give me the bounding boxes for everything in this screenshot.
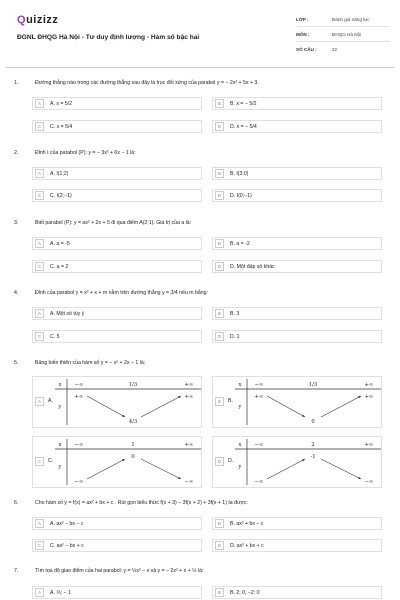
option-c-variation-table[interactable] bbox=[32, 436, 202, 488]
row-label-x: x bbox=[238, 382, 242, 388]
option-letter-box: D bbox=[215, 191, 224, 200]
question-text-line bbox=[14, 290, 208, 296]
option-text: B. ax² + bx − c bbox=[230, 520, 264, 527]
question-text-line bbox=[14, 220, 191, 226]
option-label: C. bbox=[48, 458, 54, 464]
option-text: D. I(0;−1) bbox=[230, 192, 252, 199]
x-value-label: +∞ bbox=[364, 382, 374, 388]
option-letter-box: D bbox=[215, 122, 224, 131]
option-letter-box: C bbox=[35, 541, 44, 550]
x-value-label: −∞ bbox=[74, 382, 84, 388]
meta-key: SỐ CÂU : bbox=[296, 47, 317, 52]
x-value-label: 1 bbox=[131, 442, 135, 448]
option-a-variation-table[interactable] bbox=[32, 376, 202, 428]
option-letter-box: A bbox=[35, 397, 44, 406]
option-letter-box: B bbox=[215, 99, 224, 108]
option-text: A. ⅓; − 1 bbox=[50, 589, 71, 596]
option-text: C. a = 2 bbox=[50, 263, 69, 270]
option-label: B. bbox=[228, 398, 233, 404]
option-letter-box: D bbox=[215, 541, 224, 550]
variation-table-svg bbox=[235, 437, 383, 487]
option-letter-box: B bbox=[215, 239, 224, 248]
worksheet-header bbox=[6, 8, 394, 68]
option-text: D. Một đáp số khác bbox=[230, 263, 275, 270]
option-b[interactable] bbox=[212, 97, 382, 110]
option-letter-box: C bbox=[35, 122, 44, 131]
question-number: 5. bbox=[14, 360, 19, 366]
option-text: B. a = -2 bbox=[230, 240, 250, 247]
option-text: A. a = -5 bbox=[50, 240, 70, 247]
option-text: C. ax² − bx + c bbox=[50, 542, 84, 549]
option-text: B. I(3;0) bbox=[230, 170, 249, 177]
option-b-variation-table[interactable] bbox=[212, 376, 382, 428]
y-limit-label: −∞ bbox=[254, 479, 264, 485]
y-limit-label: −∞ bbox=[184, 479, 194, 485]
extreme-value-label: 0 bbox=[311, 419, 315, 425]
option-text: A. x = 5/2 bbox=[50, 100, 73, 107]
logo-text: uizizz bbox=[26, 14, 59, 26]
option-a[interactable] bbox=[32, 167, 202, 180]
variation-arrow bbox=[87, 459, 125, 479]
option-c[interactable] bbox=[32, 260, 202, 273]
option-letter-box: A bbox=[35, 99, 44, 108]
meta-value: ĐHQG Hà Nội bbox=[332, 31, 362, 37]
question-text: Đỉnh I của parabol (P): y = − 3x² + 6x − 1 là: bbox=[35, 150, 136, 156]
option-text: D. 1 bbox=[230, 333, 240, 340]
x-value-label: 2 bbox=[311, 442, 315, 448]
question-text-line bbox=[14, 80, 259, 86]
meta-key: LỚP : bbox=[296, 16, 309, 22]
option-letter-box: D bbox=[215, 457, 224, 466]
option-letter-box: C bbox=[35, 332, 44, 341]
option-letter-box: D bbox=[215, 332, 224, 341]
x-value-label: +∞ bbox=[184, 382, 194, 388]
option-c[interactable] bbox=[32, 189, 202, 202]
variation-table-svg bbox=[55, 437, 203, 487]
row-label-x: x bbox=[58, 382, 62, 388]
variation-arrow bbox=[321, 396, 361, 417]
x-value-label: +∞ bbox=[184, 442, 194, 448]
option-d[interactable] bbox=[212, 189, 382, 202]
question-text-line bbox=[14, 360, 145, 366]
meta-key: MÔN : bbox=[296, 31, 310, 37]
variation-arrow bbox=[321, 459, 361, 479]
option-b[interactable] bbox=[212, 307, 382, 320]
worksheet-title: ĐGNL ĐHQG Hà Nội - Tư duy định lượng - Hàm số bậc hai bbox=[17, 34, 200, 41]
meta-row-count bbox=[296, 42, 390, 57]
option-text: D. ax² + bx + c bbox=[230, 542, 264, 549]
x-value-label: −∞ bbox=[254, 382, 264, 388]
option-letter-box: C bbox=[35, 262, 44, 271]
meta-value: 22 bbox=[332, 47, 338, 52]
option-text: D. x = − 5/4 bbox=[230, 123, 257, 130]
option-text: C. x = 5/4 bbox=[50, 123, 73, 130]
question-number: 1. bbox=[14, 80, 19, 86]
quizizz-logo: Quizizz bbox=[17, 14, 59, 26]
meta-panel bbox=[296, 12, 390, 57]
x-value-label: −∞ bbox=[254, 442, 264, 448]
y-limit-label: −∞ bbox=[74, 479, 84, 485]
row-label-y: y bbox=[238, 404, 242, 410]
variation-arrow bbox=[267, 459, 305, 479]
option-text: C. I(2;−1) bbox=[50, 192, 72, 199]
option-label: D. bbox=[228, 458, 234, 464]
question-text-line bbox=[14, 150, 136, 156]
option-letter-box: A bbox=[35, 588, 44, 597]
row-label-x: x bbox=[238, 442, 242, 448]
option-a[interactable] bbox=[32, 307, 202, 320]
x-value-label: +∞ bbox=[364, 442, 374, 448]
option-letter-box: A bbox=[35, 309, 44, 318]
option-b[interactable] bbox=[212, 237, 382, 250]
option-letter-box: B bbox=[215, 169, 224, 178]
question-number: 4. bbox=[14, 290, 19, 296]
row-label-y: y bbox=[58, 404, 62, 410]
option-a[interactable] bbox=[32, 517, 202, 530]
question-number: 7. bbox=[14, 568, 19, 574]
row-label-x: x bbox=[58, 442, 62, 448]
row-label-y: y bbox=[58, 464, 62, 470]
variation-arrow bbox=[141, 396, 181, 417]
question-text: Đỉnh của parabol y = x² + x + m nằm trên đường thẳng y = 3/4 nếu m bằng: bbox=[35, 290, 208, 296]
question-text: Biết parabol (P): y = ax² + 2x + 5 đi qua điểm A(2;1). Giá trị của a là: bbox=[35, 220, 192, 226]
option-d[interactable] bbox=[212, 330, 382, 343]
question-text: Cho hàm số y = f(x) = ax² + bx + c . Rút gọn biểu thức f(x + 3) − 3f(x + 2) + 3f(x + 1) ta được: bbox=[35, 500, 248, 506]
option-label: A. bbox=[48, 398, 53, 404]
x-value-label: 1/3 bbox=[308, 382, 318, 388]
x-value-label: −∞ bbox=[74, 442, 84, 448]
option-d-variation-table[interactable] bbox=[212, 436, 382, 488]
question-text-line bbox=[14, 568, 203, 574]
y-limit-label: +∞ bbox=[364, 394, 374, 400]
option-c[interactable] bbox=[32, 539, 202, 552]
variation-table-svg bbox=[55, 377, 203, 427]
question-text: Đường thẳng nào trong các đường thẳng sau đây là trục đối xứng của parabol y = − 2x² + 5x + 3. bbox=[35, 80, 259, 86]
option-letter-box: B bbox=[215, 588, 224, 597]
option-d[interactable] bbox=[212, 120, 382, 133]
option-text: B. x = − 5/2 bbox=[230, 100, 257, 107]
extreme-value-label: -1 bbox=[310, 454, 316, 460]
option-letter-box: D bbox=[215, 262, 224, 271]
extreme-value-label: 0 bbox=[131, 454, 135, 460]
option-a[interactable] bbox=[32, 586, 202, 599]
option-letter-box: B bbox=[215, 519, 224, 528]
option-text: C. 5 bbox=[50, 333, 60, 340]
meta-row-class bbox=[296, 12, 390, 27]
y-limit-label: −∞ bbox=[364, 479, 374, 485]
question-text: Tìm tọa độ giao điểm của hai parabol: y = ½x² − x và y = − 2x² + x + ½ là: bbox=[35, 568, 204, 574]
option-d[interactable] bbox=[212, 260, 382, 273]
y-limit-label: +∞ bbox=[184, 394, 194, 400]
option-b[interactable] bbox=[212, 517, 382, 530]
option-b[interactable] bbox=[212, 586, 382, 599]
option-d[interactable] bbox=[212, 539, 382, 552]
option-text: A. ax² − bx − c bbox=[50, 520, 84, 527]
option-b[interactable] bbox=[212, 167, 382, 180]
option-letter-box: B bbox=[215, 397, 224, 406]
option-a[interactable] bbox=[32, 97, 202, 110]
option-c[interactable] bbox=[32, 330, 202, 343]
y-limit-label: +∞ bbox=[254, 394, 264, 400]
variation-arrow bbox=[87, 396, 125, 417]
option-letter-box: A bbox=[35, 519, 44, 528]
option-text: B. 2; 0, −2; 0 bbox=[230, 589, 260, 596]
variation-table-svg bbox=[235, 377, 383, 427]
option-text: A. Một số tùy ý bbox=[50, 310, 85, 317]
option-a[interactable] bbox=[32, 237, 202, 250]
option-letter-box: A bbox=[35, 169, 44, 178]
question-number: 2. bbox=[14, 150, 19, 156]
question-text-line bbox=[14, 500, 248, 506]
option-letter-box: A bbox=[35, 239, 44, 248]
option-letter-box: C bbox=[35, 457, 44, 466]
question-number: 3. bbox=[14, 220, 19, 226]
question-number: 6. bbox=[14, 500, 19, 506]
meta-value: Đánh giá năng lực bbox=[332, 16, 370, 22]
option-letter-box: B bbox=[215, 309, 224, 318]
extreme-value-label: 4/3 bbox=[128, 419, 138, 425]
variation-arrow bbox=[141, 459, 181, 479]
option-text: A. I(1;2) bbox=[50, 170, 69, 177]
variation-arrow bbox=[267, 396, 305, 417]
x-value-label: 1/3 bbox=[128, 382, 138, 388]
meta-row-subject bbox=[296, 27, 390, 42]
option-c[interactable] bbox=[32, 120, 202, 133]
option-text: B. 3 bbox=[230, 310, 240, 317]
option-letter-box: C bbox=[35, 191, 44, 200]
y-limit-label: +∞ bbox=[74, 394, 84, 400]
row-label-y: y bbox=[238, 464, 242, 470]
question-text: Bảng biến thiên của hàm số y = − x² + 2x − 1 là: bbox=[35, 360, 146, 366]
